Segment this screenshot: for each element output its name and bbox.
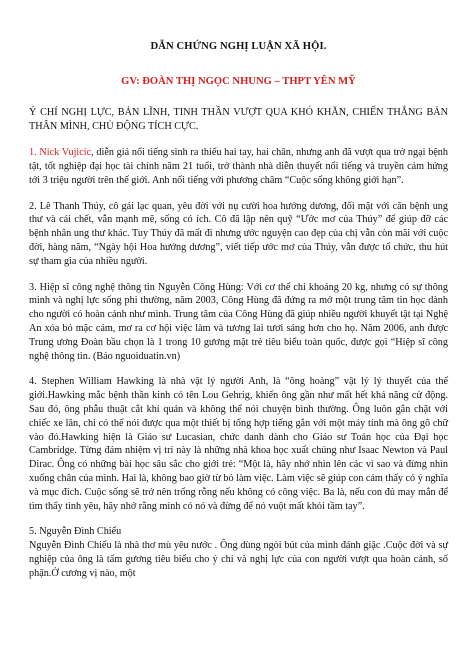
example-paragraph-5 bbox=[29, 525, 448, 580]
document-page bbox=[29, 40, 448, 581]
paragraph-text: Stephen William Hawking là nhà vật lý người Anh, là “ông hoàng” vật lý lý thuyết của thế giới.Hawking mắc bệnh thần kinh có tên Lou Gehrig, khiến ông gần như mất hết khả năng cử động. Sau đó, ông phẫu thuật cắt khí quản và không thể nói chuyện bình thường. Ông luôn gắn chặt với chiếc xe lăn, chỉ có thể nói được qua một thiết bị tổng hợp tiếng gắn với một máy tính mà ông gõ chữ vào đó.Hawking hiện là Giáo sư Lucasian, chức danh dành cho Giáo sư Toán học của Đại học Cambridge. Từng đảm nhiệm vị trí này là những nhà khoa học xuất chúng như Isaac Newton và Paul Dirac. Ông có những bài học sâu sắc cho giới trẻ: “Một là, hãy nhớ nhìn lên các vì sao và đừng nhìn xuống chân của mình. Hai là, không bao giờ từ bỏ làm việc. Làm việc sẽ giúp con cảm thấy có ý nghĩa và mục đích. Cuộc sống sẽ trở nên trống rỗng nếu không có công việc. Ba là, nếu con đủ may mắn để tìm thấy tình yêu, hãy nhớ rằng mình có nó và đừng để nó vuột mất khỏi tầm tay”. bbox=[29, 376, 448, 512]
paragraph-heading: 5. Nguyễn Đình Chiểu bbox=[29, 526, 122, 538]
paragraph-text: , diễn giả nổi tiếng sinh ra thiếu hai tay, hai chân, nhưng anh đã vượt qua trở ngại bệnh tật, tốt nghiệp đại học tài chính năm 21 tuổi, trở thành nhà diễn thuyết nổi tiếng và truyền cảm hứng tới 3 triệu người trên thế giới. Anh nổi tiếng với phương châm “Cuộc sống không giới hạn”. bbox=[29, 147, 448, 186]
author-line: GV: ĐOÀN THỊ NGỌC NHUNG – THPT YÊN MỸ bbox=[121, 76, 356, 87]
highlighted-name: 1. Nick Vujicic bbox=[29, 147, 92, 159]
paragraph-number: 2. bbox=[29, 200, 37, 212]
paragraph-text: Hiệp sĩ công nghệ thông tin Nguyễn Công Hùng: Với cơ thể chỉ khoảng 20 kg, nhưng có sự thông minh và nghị lực sống phi thường, năm 2003, Công Hùng đã đứng ra mở một trung tâm tin học dành cho người có hoàn cảnh như mình. Trung tâm của Công Hùng đã giúp nhiều người khuyết tật tại Nghệ An xóa bỏ mặc cảm, mơ ra cơ hội việc làm và tương lai tươi sáng hơn cho họ. Năm 2006, anh được Trung ương Đoàn bầu chọn là 1 trong 10 gương mặt trẻ tiêu biểu toàn quốc, được gọi “Hiệp sĩ công nghệ thông tin. (Báo nguoiduatin.vn) bbox=[29, 281, 448, 362]
paragraph-text: Nguyễn Đình Chiểu là nhà thơ mù yêu nước . Ông dùng ngòi bút của mình đánh giặc .Cuộc đời và sự nghiệp của ông là tấm gương tiêu biểu cho ý chí và nghị lực của con người vượt qua hoàn cảnh, số phận.Ở cương vị nào, một bbox=[29, 540, 448, 579]
paragraph-number: 3. bbox=[29, 281, 37, 293]
example-paragraph-2 bbox=[29, 200, 448, 269]
paragraph-text: Lê Thanh Thúy, cô gái lạc quan, yêu đời với nụ cười hoa hướng dương, đối mặt với căn bệnh ung thư và cái chết, vẫn mạnh mẽ, sống có ích. Cô đã lập nên quỹ “Ước mơ của Thúy” để giúp đỡ các bệnh nhân ung thư khác. Tuy Thúy đã mất đi nhưng ước nguyện cao đẹp của chị vẫn còn mãi với cuộc đời, hàng năm, “Ngày hội Hoa hướng dương”, viết tiếp ước mơ của Thúy, vẫn được tổ chức, thu hút sự tham gia của nhiều người. bbox=[29, 200, 448, 267]
example-paragraph-3 bbox=[29, 281, 448, 364]
paragraph-number: 4. bbox=[29, 376, 37, 388]
example-paragraph-4 bbox=[29, 375, 448, 513]
document-title: DẪN CHỨNG NGHỊ LUẬN XÃ HỘI. bbox=[150, 41, 327, 52]
example-paragraph-1 bbox=[29, 146, 448, 187]
section-heading: Ý CHÍ NGHỊ LỰC, BẢN LĨNH, TINH THẦN VƯỢT QUA KHÓ KHĂN, CHIẾN THẮNG BẢN THÂN MÌNH, CHỦ ĐỘNG TÍCH CỰC. bbox=[29, 107, 448, 132]
